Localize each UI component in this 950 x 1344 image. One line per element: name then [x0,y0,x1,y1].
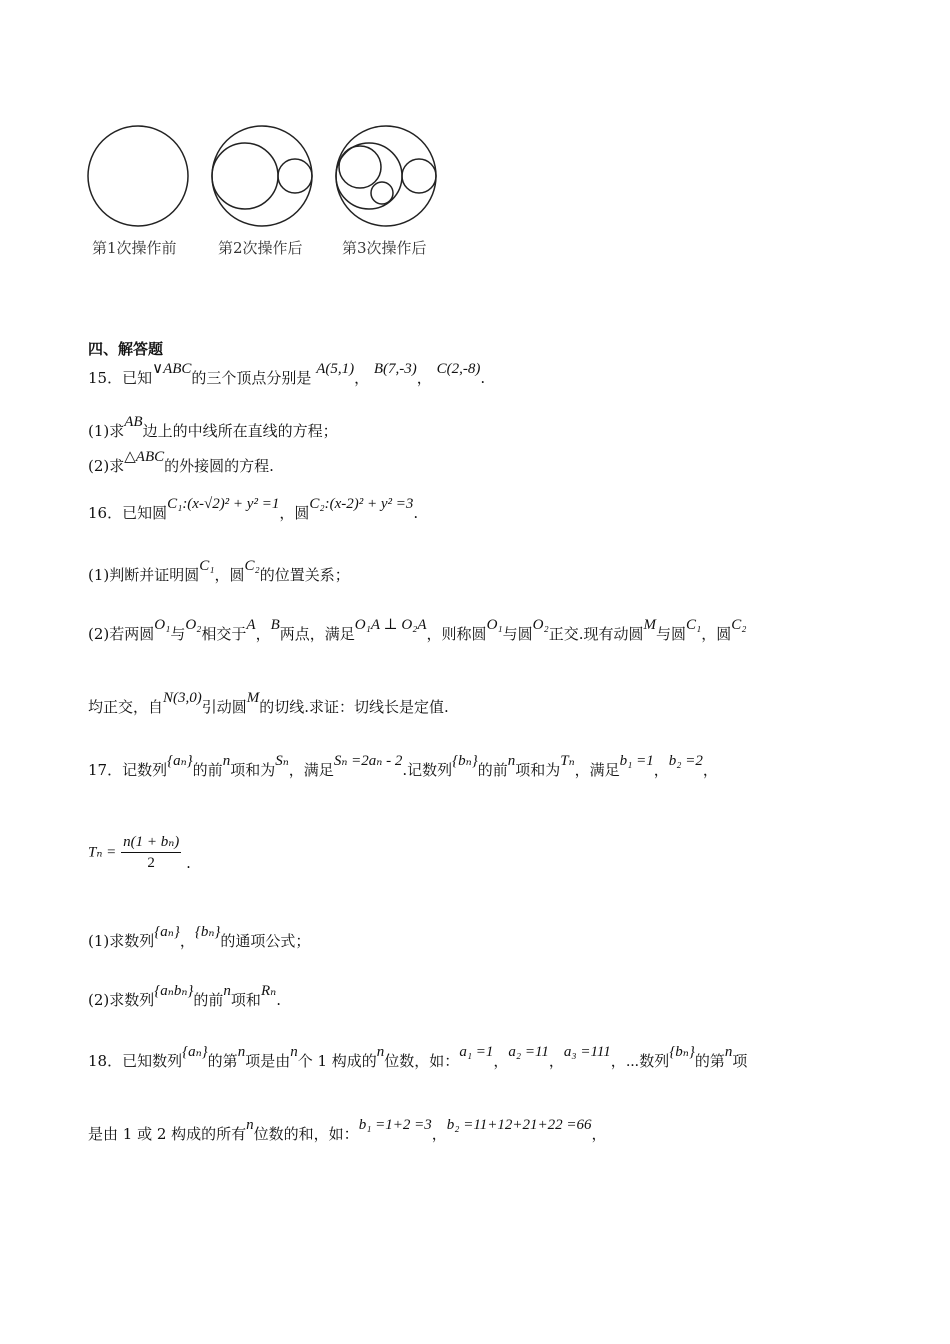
q16-line: 16．已知圆C₁:(x-√2)² + y² =1，圆C₂:(x-2)² + y² =3. [88,496,419,522]
q16-part1: (1)判断并证明圆C₁，圆C₂的位置关系； [88,558,350,584]
circle-2-outer [212,126,312,226]
q18-line2: 是由 1 或 2 构成的所有n位数的和，如：b₁ =1+2 =3，b₂ =11+12+21+22 =66， [88,1117,607,1143]
circle-3-inner [339,146,381,188]
circle-3-small-right [402,159,436,193]
circle-2-large [212,143,278,209]
q17-tn-formula: Tₙ = $\frac{\text{n(1 + bₙ)}}{2}$ . [88,834,191,872]
q15-point-b: B(7,-3) [373,361,417,377]
q17-part1: (1)求数列{aₙ}，{bₙ}的通项公式； [88,924,311,950]
caption-1: 第1次操作前 [92,239,177,257]
q15-triangle: ∨ABC [152,361,192,377]
q16-part2-line2: 均正交，自N(3,0)引动圆M的切线.求证：切线长是定值. [88,690,449,716]
q15-point-c: C(2,-8) [436,361,481,377]
caption-3: 第3次操作后 [342,239,427,257]
q17-line1: 17．记数列{aₙ}的前n项和为Sₙ，满足Sₙ =2aₙ - 2.记数列{bₙ}的前n项和为Tₙ，满足b₁ =1，b₂ =2， [88,753,718,779]
circle-2-small [278,159,312,193]
q17-part2: (2)求数列{aₙbₙ}的前n项和Rₙ. [88,983,281,1009]
q15-part2: (2)求△ABC的外接圆的方程. [88,449,274,475]
circle-3-tiny [371,182,393,204]
q15-point-a: A(5,1) [316,361,355,377]
q18-line1: 18．已知数列{aₙ}的第n项是由n个 1 构成的n位数，如：a₁ =1，a₂ =11，a₃ =111，⋯数列{bₙ}的第n项 [88,1044,748,1070]
q16-circle-c1: C₁:(x-√2)² + y² =1 [167,496,280,512]
caption-2: 第2次操作后 [218,239,303,257]
circle-3-large [336,143,402,209]
q15-part1: (1)求AB边上的中线所在直线的方程； [88,414,338,440]
q15-line: 15．已知∨ABC的三个顶点分别是 A(5,1)， B(7,-3)， C(2,-8). [88,361,486,387]
q16-part2-line1: (2)若两圆O₁与O₂相交于A，B两点，满足O₁A ⊥ O₂A，则称圆O₁与圆O₂正交.现有动圆M与圆C₁，圆C₂ [88,617,747,643]
circle-1-outer [88,126,188,226]
circle-figure [80,120,480,240]
section-title: 四、解答题 [88,340,164,358]
q16-circle-c2: C₂:(x-2)² + y² =3 [309,496,414,512]
circle-3-outer [336,126,436,226]
